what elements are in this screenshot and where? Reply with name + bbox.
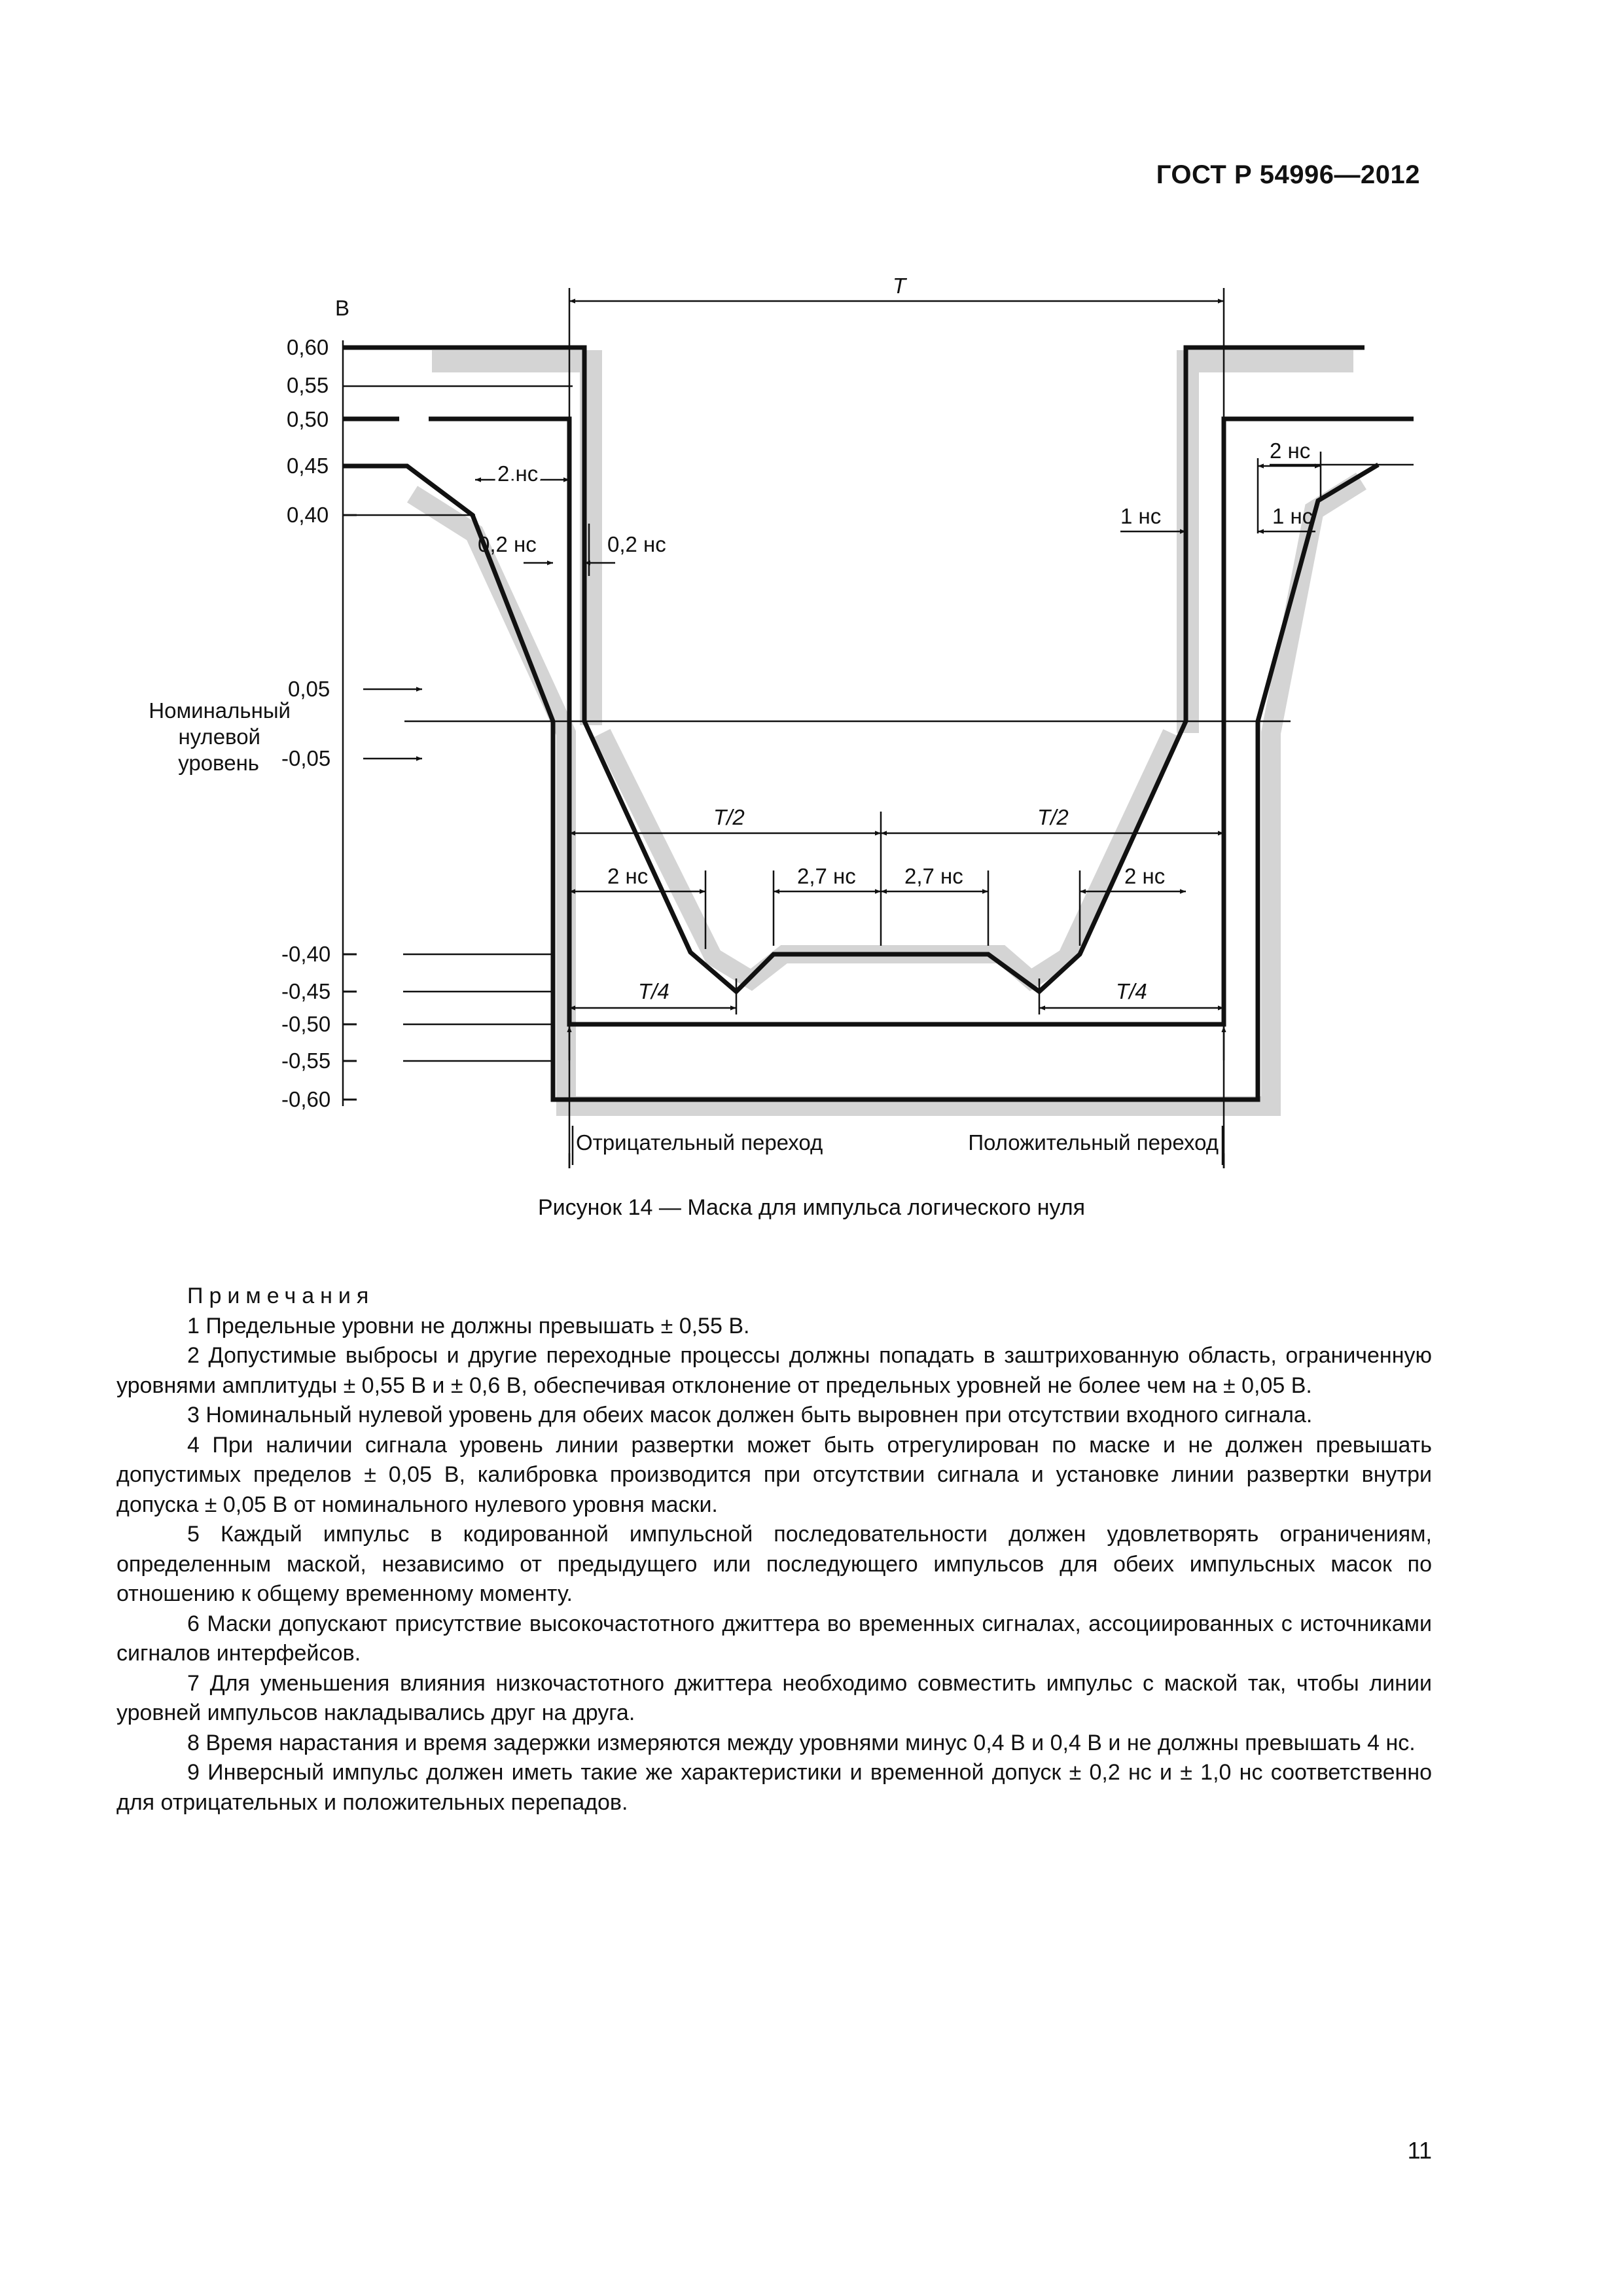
figure-caption: Рисунок 14 — Маска для импульса логического нуля (537, 1195, 1086, 1220)
nominal-zero-label-line3: уровень (178, 751, 259, 775)
dim-label-T4-left: T/4 (638, 979, 669, 1003)
note-item: 3 Номинальный нулевой уровень для обеих масок должен быть выровнен при отсутствии входного сигнала. (187, 1403, 1313, 1427)
y-label-neg-0-55: -0,55 (281, 1049, 331, 1073)
positive-transition-label: Положительный переход (968, 1130, 1219, 1155)
notes-section (116, 1282, 1432, 1818)
y-label-0-55: 0,55 (287, 373, 329, 397)
dim-label-0-2ns-left: 0,2 нс (478, 532, 537, 556)
nominal-zero-label-line1: Номинальный (149, 698, 291, 723)
axis-unit-label: В (335, 296, 350, 320)
dim-label-2ns-left: 2 нс (497, 461, 539, 486)
note-item: 9 Инверсный импульс должен иметь такие же характеристики и временной допуск ± 0,2 нс и ± 1,0 нс соответственно для отрицательных и положительных перепадов. (116, 1760, 1432, 1815)
dim-label-0-2ns-right: 0,2 нс (607, 532, 666, 556)
dim-label-T2-left: T/2 (713, 805, 745, 829)
y-label-0-45: 0,45 (287, 454, 329, 478)
y-label-0-60: 0,60 (287, 335, 329, 359)
mask-outline (343, 348, 1414, 1100)
y-label-neg-0-05: -0,05 (281, 746, 331, 770)
dim-label-2ns-bottom-left: 2 нс (607, 864, 649, 888)
negative-transition-label: Отрицательный переход (576, 1130, 823, 1155)
note-item: 2 Допустимые выбросы и другие переходные процессы должны попадать в заштрихованную область, ограниченную уровнями амплитуды ± 0,55 В и ± 0,6 В, обеспечивая отклонение от предельных уровней не более чем на ± 0,05 В. (116, 1343, 1432, 1398)
document-header: ГОСТ Р 54996—2012 (1156, 160, 1420, 189)
zero-band-arrows (363, 689, 422, 759)
dim-label-1ns-right: 1 нс (1272, 504, 1313, 528)
note-item: 1 Предельные уровни не должны превышать ± 0,55 В. (187, 1313, 750, 1338)
dim-label-2-7ns-right: 2,7 нс (904, 864, 963, 888)
dim-label-T4-right: T/4 (1116, 979, 1147, 1003)
note-item: 7 Для уменьшения влияния низкочастотного джиттера необходимо совместить импульс с маской так, чтобы линии уровней импульсов накладывались друг на друга. (116, 1670, 1432, 1725)
notes-title: Примечания (187, 1283, 375, 1308)
dim-label-2ns-bottom-right: 2 нс (1124, 864, 1166, 888)
y-label-0-50: 0,50 (287, 407, 329, 431)
dim-label-1ns-left: 1 нс (1120, 504, 1162, 528)
y-label-neg-0-60: -0,60 (281, 1087, 331, 1111)
y-axis-ticks (343, 348, 357, 1100)
dim-label-2ns-right: 2 нс (1270, 439, 1311, 463)
note-item: 4 При наличии сигнала уровень линии развертки может быть отрегулирован по маске и не должен превышать допустимых пределов ± 0,05 В, калибровка производится при отсутствии сигнала и установке линии развертки внутри допуска ± 0,05 В от номинального нулевого уровня маски. (116, 1432, 1432, 1517)
y-label-0-05: 0,05 (288, 677, 330, 701)
y-label-neg-0-40: -0,40 (281, 942, 331, 966)
y-label-neg-0-50: -0,50 (281, 1012, 331, 1036)
page-number: 11 (1407, 2137, 1432, 2164)
note-item: 6 Маски допускают присутствие высокочастотного джиттера во временных сигналах, ассоциированных с источниками сигналов интерфейсов. (116, 1611, 1432, 1666)
dim-label-T: T (893, 274, 906, 298)
y-label-0-40: 0,40 (287, 503, 329, 527)
note-item: 8 Время нарастания и время задержки измеряются между уровнями минус 0,4 В и 0,4 В и не должны превышать 4 нс. (187, 1730, 1416, 1755)
y-label-neg-0-45: -0,45 (281, 979, 331, 1003)
dim-label-T2-right: T/2 (1037, 805, 1069, 829)
transition-label-frames (569, 1153, 1224, 1168)
dim-label-2-7ns-left: 2,7 нс (797, 864, 856, 888)
note-item: 5 Каждый импульс в кодированной импульсной последовательности должен удовлетворять ограничениям, определенным маской, независимо от предыдущего или последующего импульсов для обеих импульсных масок по отношению к общему временному моменту. (116, 1522, 1432, 1606)
nominal-zero-label-line2: нулевой (178, 725, 260, 749)
